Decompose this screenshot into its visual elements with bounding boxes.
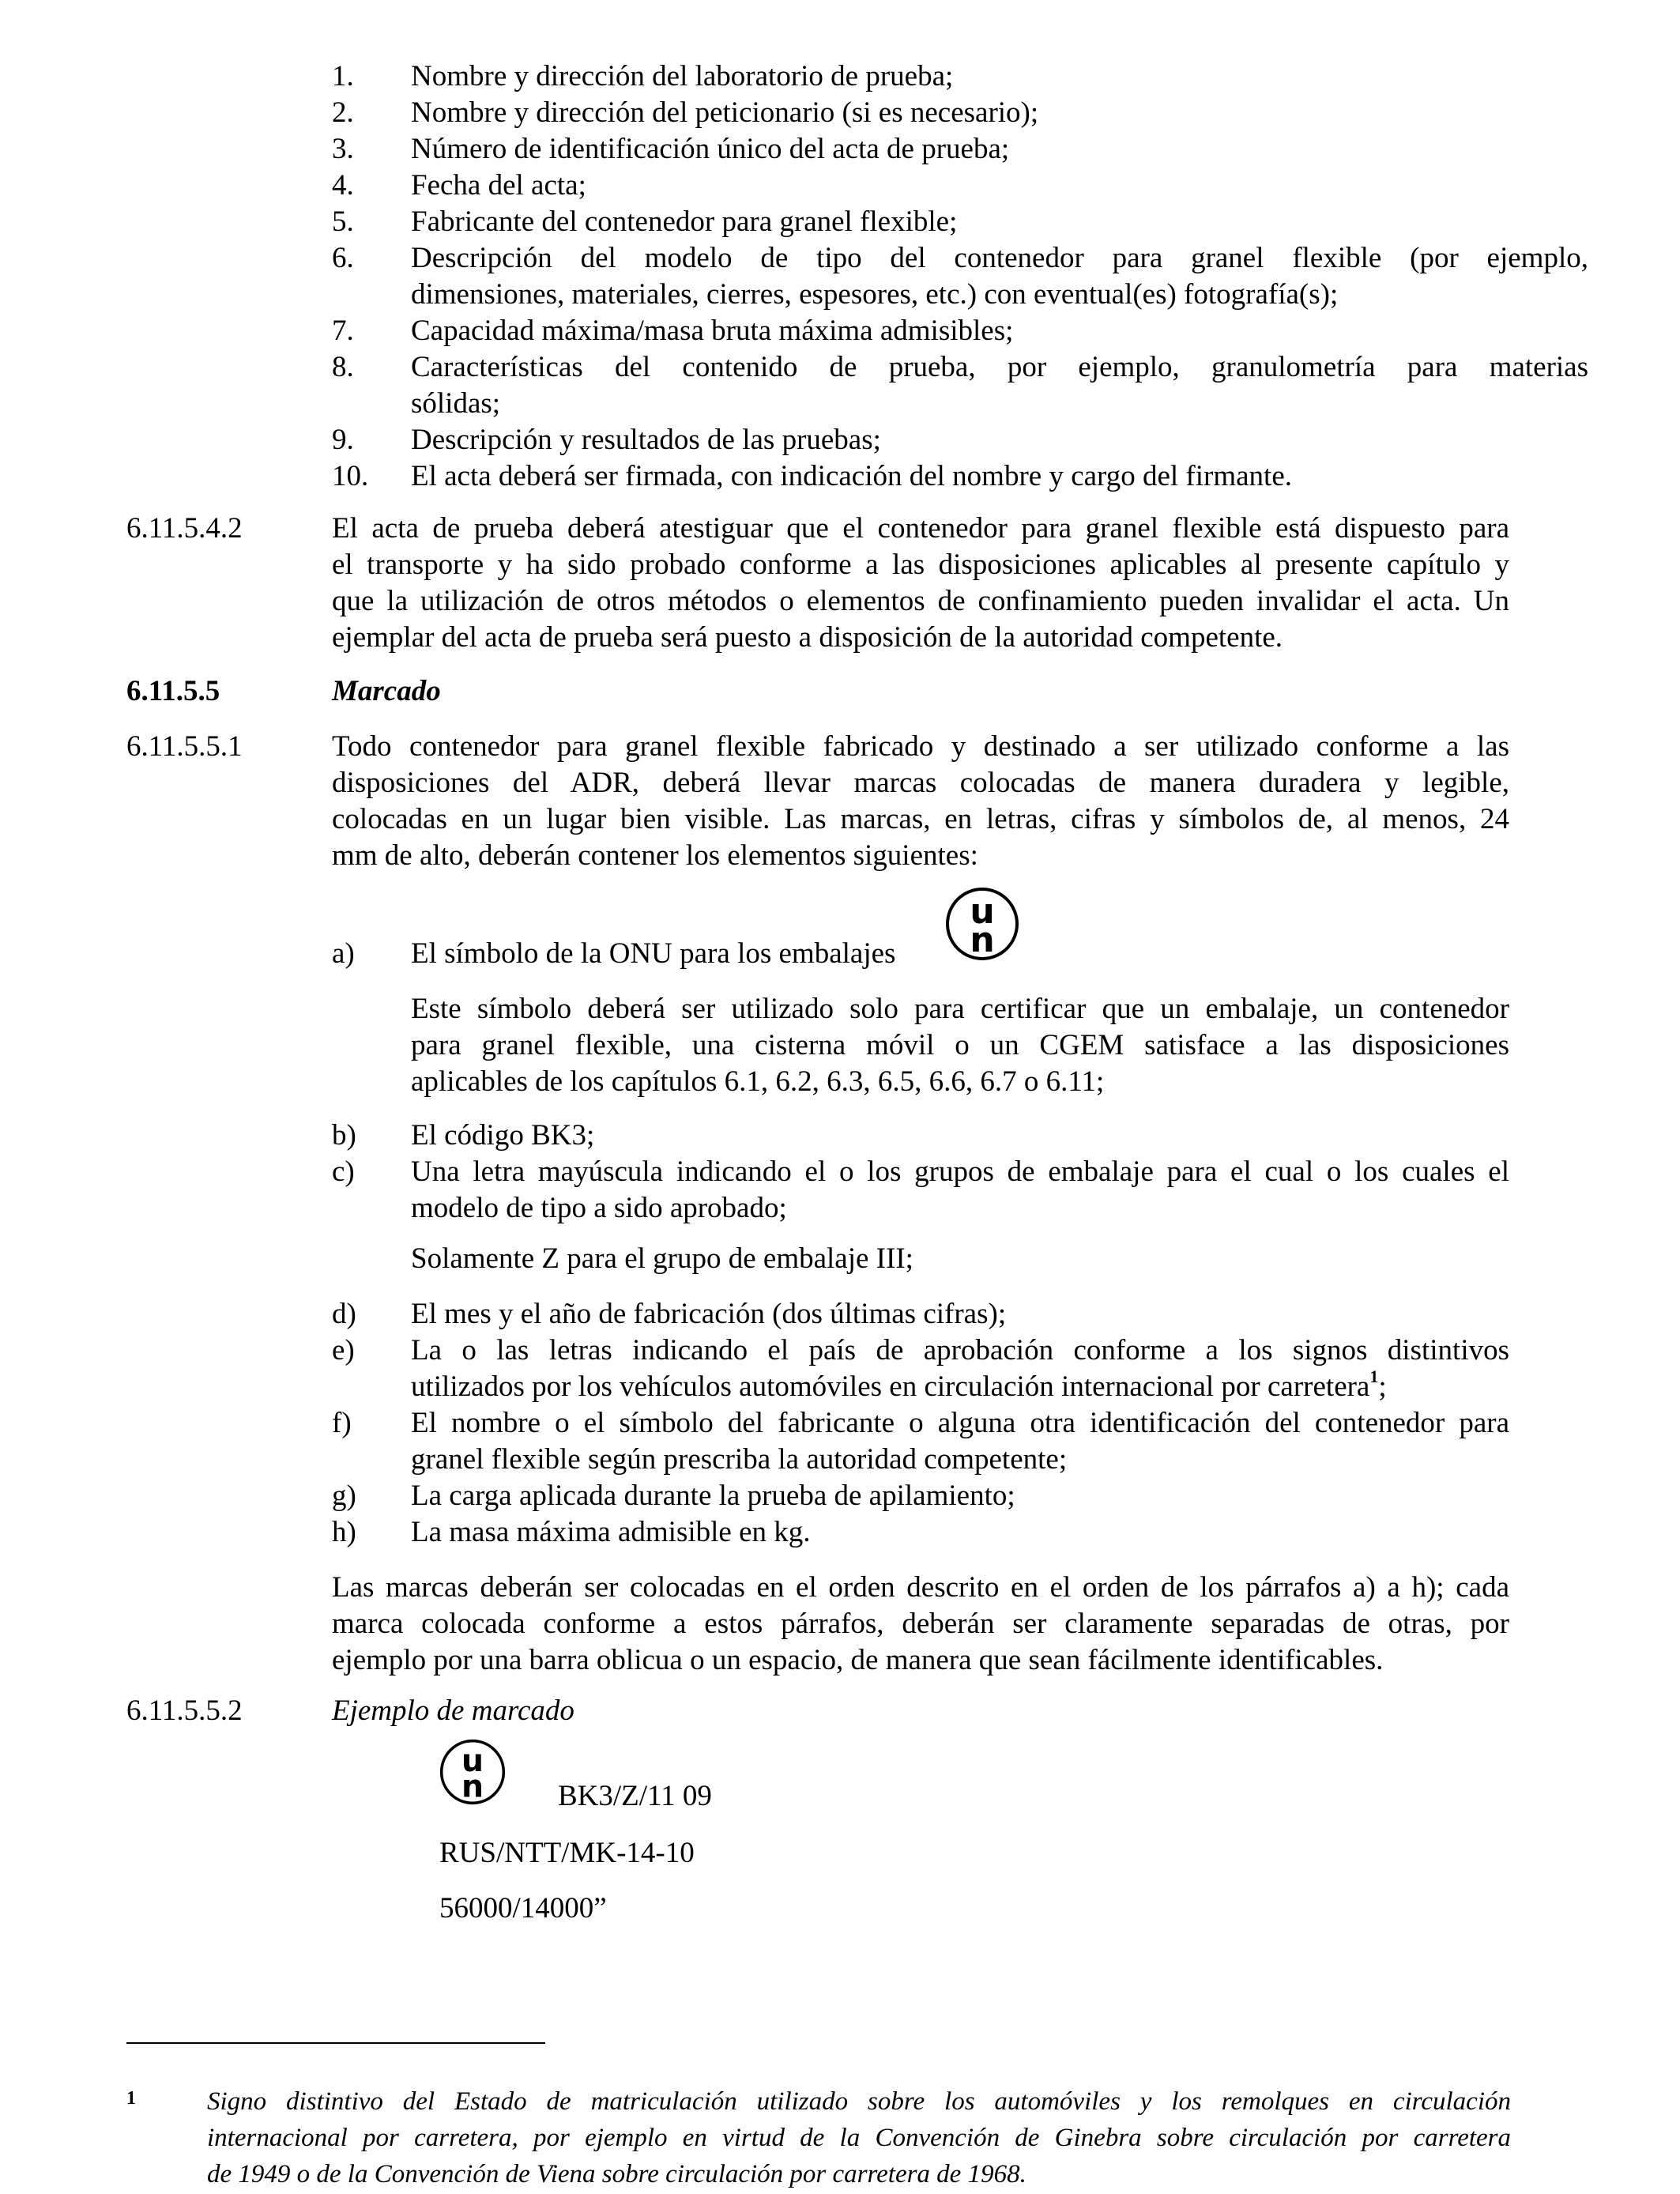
item-text: El nombre o el símbolo del fabricante o alguna otra identificación del contenedor para granel flexible según prescriba la autoridad competente; bbox=[411, 1407, 1509, 1476]
marking-example-line: BK3/Z/11 09 bbox=[558, 1780, 712, 1812]
list-item: 9. Descripción y resultados de las pruebas; bbox=[332, 424, 881, 456]
item-letter: g) bbox=[332, 1480, 356, 1512]
svg-text:n: n bbox=[970, 920, 995, 960]
section-number: 6.11.5.5.1 bbox=[126, 730, 243, 763]
item-letter: b) bbox=[332, 1119, 356, 1152]
paragraph-6-11-5-4-2: El acta de prueba deberá atestiguar que el contenedor para granel flexible está dispuesto para el transporte y ha sido probado conforme a las disposiciones aplicables al presente capítulo y que la utilización de otros métodos o elementos de confinamiento pueden invalidar el acta. Un ejemplar del acta de prueba será puesto a disposición de la autoridad competente. bbox=[332, 512, 1509, 654]
section-number: 6.11.5.4.2 bbox=[126, 512, 243, 545]
item-note: Solamente Z para el grupo de embalaje III; bbox=[411, 1242, 913, 1275]
section-title: Marcado bbox=[332, 675, 441, 707]
item-text: La carga aplicada durante la prueba de apilamiento; bbox=[411, 1480, 1015, 1512]
list-item-continuation: sólidas; bbox=[411, 387, 501, 420]
item-text: La masa máxima admisible en kg. bbox=[411, 1516, 811, 1548]
item-letter: c) bbox=[332, 1155, 355, 1188]
list-item: 1. Nombre y dirección del laboratorio de prueba; bbox=[332, 60, 954, 92]
list-item: 5. Fabricante del contenedor para granel flexible; bbox=[332, 205, 958, 238]
item-letter: e) bbox=[332, 1334, 355, 1367]
svg-text:n: n bbox=[461, 1769, 484, 1805]
list-item: 2. Nombre y dirección del peticionario (si es necesario); bbox=[332, 96, 1039, 129]
section-number: 6.11.5.5 bbox=[126, 675, 220, 707]
paragraph-6-11-5-5-1: Todo contenedor para granel flexible fabricado y destinado a ser utilizado conforme a las disposiciones del ADR, deberá llevar marcas colocadas de manera duradera y legible, colocadas en un lugar bien visible. Las marcas, en letras, cifras y símbolos de, al menos, 24 mm de alto, deberán contener los elementos siguientes: bbox=[332, 730, 1509, 872]
report-contents-list bbox=[332, 58, 1588, 495]
marking-example-line: 56000/14000” bbox=[439, 1892, 607, 1924]
un-packaging-symbol-icon bbox=[945, 887, 1019, 961]
footnote-number: 1 bbox=[126, 2088, 136, 2109]
svg-text:u: u bbox=[970, 892, 995, 932]
svg-text:u: u bbox=[461, 1744, 484, 1780]
list-item: 8. Características del contenido de prueba, por ejemplo, granulometría para materias bbox=[332, 351, 1588, 383]
item-letter: h) bbox=[332, 1516, 356, 1548]
list-item: 3. Número de identificación único del acta de prueba; bbox=[332, 133, 1010, 165]
footnote-text: Signo distintivo del Estado de matriculación utilizado sobre los automóviles y los remolques en circulación internacional por carretera, por ejemplo en virtud de la Convención de Ginebra sobre circulación por carretera de 1949 o de la Convención de Viena sobre circulación por carretera de 1968. bbox=[207, 2087, 1511, 2188]
item-letter: a) bbox=[332, 937, 355, 970]
section-title: Ejemplo de marcado bbox=[332, 1695, 574, 1727]
footnote-separator bbox=[126, 2042, 545, 2044]
item-text: Una letra mayúscula indicando el o los grupos de embalaje para el cual o los cuales el modelo de tipo a sido aprobado; bbox=[411, 1155, 1509, 1224]
un-symbol-note: Este símbolo deberá ser utilizado solo para certificar que un embalaje, un contenedor para granel flexible, una cisterna móvil o un CGEM satisface a las disposiciones aplicables de los capítulos 6.1, 6.2, 6.3, 6.5, 6.6, 6.7 o 6.11; bbox=[411, 993, 1509, 1098]
item-letter: d) bbox=[332, 1298, 356, 1330]
list-item: 4. Fecha del acta; bbox=[332, 169, 586, 202]
list-item: 6. Descripción del modelo de tipo del contenedor para granel flexible (por ejemplo, bbox=[332, 242, 1588, 274]
list-item: 7. Capacidad máxima/masa bruta máxima admisibles; bbox=[332, 315, 1014, 347]
item-text: La o las letras indicando el país de aprobación conforme a los signos distintivos utilizados por los vehículos automóviles en circulación internacional por carretera$^1$; bbox=[411, 1334, 1509, 1403]
item-text: El mes y el año de fabricación (dos últimas cifras); bbox=[411, 1298, 1007, 1330]
section-number: 6.11.5.5.2 bbox=[126, 1695, 243, 1727]
marking-example-line: RUS/NTT/MK-14-10 bbox=[439, 1837, 695, 1869]
marks-order-paragraph: Las marcas deberán ser colocadas en el orden descrito en el orden de los párrafos a) a h); cada marca colocada conforme a estos párrafos, deberán ser claramente separadas de otras, por ejemplo por una barra oblicua o un espacio, de manera que sean fácilmente identificables. bbox=[332, 1571, 1509, 1676]
un-packaging-symbol-icon bbox=[439, 1739, 506, 1805]
item-letter: f) bbox=[332, 1407, 352, 1439]
list-item-continuation: dimensiones, materiales, cierres, espesores, etc.) con eventual(es) fotografía(s); bbox=[411, 278, 1339, 311]
list-item: 10. El acta deberá ser firmada, con indicación del nombre y cargo del firmante. bbox=[332, 460, 1292, 492]
item-text: El símbolo de la ONU para los embalajes bbox=[411, 937, 896, 970]
footnote-reference: 1 bbox=[1369, 1366, 1379, 1386]
item-text: El código BK3; bbox=[411, 1119, 595, 1152]
